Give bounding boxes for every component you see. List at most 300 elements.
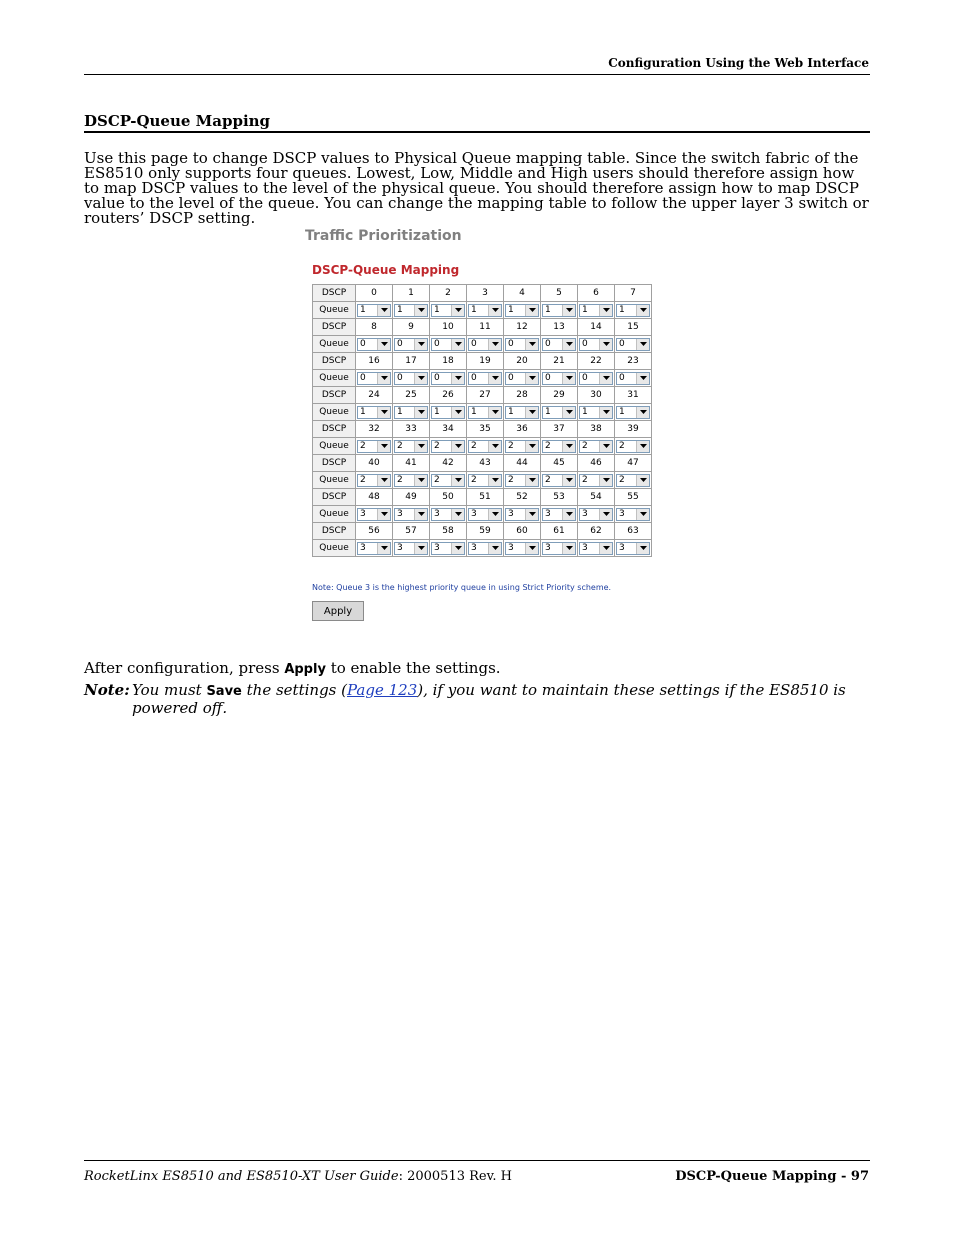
queue-row-label: Queue: [313, 506, 356, 523]
dscp-row: [313, 285, 652, 302]
queue-select[interactable]: [431, 440, 465, 453]
queue-select-value: 3: [582, 542, 588, 553]
queue-select[interactable]: [394, 508, 428, 521]
dscp-row-label: DSCP: [313, 455, 356, 472]
dscp-value-cell: 24: [356, 387, 393, 404]
dscp-row-label: DSCP: [313, 285, 356, 302]
queue-cell: [578, 438, 615, 455]
queue-cell: [430, 336, 467, 353]
queue-select-value: 1: [397, 406, 403, 417]
dscp-value-cell: 38: [578, 421, 615, 438]
dscp-value-cell: 14: [578, 319, 615, 336]
queue-cell: [541, 438, 578, 455]
dscp-value-cell: 11: [467, 319, 504, 336]
queue-select[interactable]: [616, 304, 650, 317]
queue-cell: [393, 540, 430, 557]
queue-select[interactable]: [542, 304, 576, 317]
queue-select-value: 0: [619, 338, 625, 349]
queue-select[interactable]: [616, 542, 650, 555]
queue-select[interactable]: [505, 304, 539, 317]
queue-select-value: 2: [545, 440, 551, 451]
chevron-down-icon[interactable]: [488, 441, 501, 452]
chevron-down-icon[interactable]: [488, 305, 501, 316]
queue-cell: [541, 472, 578, 489]
queue-select[interactable]: [431, 474, 465, 487]
queue-select-value: 1: [434, 406, 440, 417]
queue-select[interactable]: [616, 406, 650, 419]
queue-select[interactable]: [505, 508, 539, 521]
queue-select-value: 0: [582, 338, 588, 349]
queue-select[interactable]: [357, 304, 391, 317]
chevron-down-icon[interactable]: [562, 373, 575, 384]
chevron-down-icon[interactable]: [636, 373, 649, 384]
queue-select[interactable]: [616, 508, 650, 521]
chevron-down-icon[interactable]: [636, 305, 649, 316]
chevron-down-icon[interactable]: [451, 509, 464, 520]
chevron-down-icon[interactable]: [525, 509, 538, 520]
queue-select[interactable]: [542, 508, 576, 521]
queue-cell: [467, 438, 504, 455]
chevron-down-icon[interactable]: [451, 339, 464, 350]
queue-select[interactable]: [579, 372, 613, 385]
queue-row: [313, 302, 652, 319]
queue-row-label: Queue: [313, 472, 356, 489]
queue-cell: [504, 506, 541, 523]
queue-cell: [504, 302, 541, 319]
queue-cell: [504, 438, 541, 455]
dscp-value-cell: 2: [430, 285, 467, 302]
queue-cell: [430, 302, 467, 319]
dscp-value-cell: 27: [467, 387, 504, 404]
queue-select[interactable]: [505, 474, 539, 487]
queue-cell: [578, 302, 615, 319]
queue-select-value: 2: [619, 440, 625, 451]
queue-select[interactable]: [357, 406, 391, 419]
queue-select-value: 2: [397, 474, 403, 485]
dscp-value-cell: 1: [393, 285, 430, 302]
chevron-down-icon[interactable]: [488, 543, 501, 554]
dscp-value-cell: 46: [578, 455, 615, 472]
chevron-down-icon[interactable]: [599, 339, 612, 350]
note-part1: You must: [132, 681, 207, 699]
queue-select[interactable]: [505, 406, 539, 419]
chevron-down-icon[interactable]: [451, 305, 464, 316]
queue-select[interactable]: [616, 440, 650, 453]
chevron-down-icon[interactable]: [525, 543, 538, 554]
queue-cell: [541, 336, 578, 353]
queue-select[interactable]: [542, 372, 576, 385]
chevron-down-icon[interactable]: [636, 407, 649, 418]
queue-select[interactable]: [542, 542, 576, 555]
queue-select-value: 2: [397, 440, 403, 451]
queue-select[interactable]: [542, 474, 576, 487]
note-body: [132, 682, 874, 717]
queue-cell: [430, 370, 467, 387]
footer-page-number: DSCP-Queue Mapping - 97: [675, 1169, 869, 1184]
dscp-value-cell: 31: [615, 387, 652, 404]
dscp-value-cell: 62: [578, 523, 615, 540]
queue-cell: [356, 302, 393, 319]
queue-cell: [578, 472, 615, 489]
dscp-row: [313, 387, 652, 404]
dscp-value-cell: 3: [467, 285, 504, 302]
queue-select[interactable]: [431, 508, 465, 521]
chevron-down-icon[interactable]: [599, 475, 612, 486]
queue-select-value: 2: [545, 474, 551, 485]
chevron-down-icon[interactable]: [414, 305, 427, 316]
dscp-value-cell: 12: [504, 319, 541, 336]
queue-cell: [578, 506, 615, 523]
queue-select[interactable]: [542, 406, 576, 419]
queue-select[interactable]: [431, 372, 465, 385]
queue-cell: [430, 540, 467, 557]
chevron-down-icon[interactable]: [414, 509, 427, 520]
page-link[interactable]: Page 123: [347, 681, 418, 699]
chevron-down-icon[interactable]: [599, 509, 612, 520]
queue-select[interactable]: [616, 372, 650, 385]
queue-select-value: 1: [545, 304, 551, 315]
chevron-down-icon[interactable]: [377, 373, 390, 384]
chevron-down-icon[interactable]: [562, 543, 575, 554]
chevron-down-icon[interactable]: [562, 509, 575, 520]
ui-subtitle: DSCP-Queue Mapping: [312, 263, 460, 277]
queue-cell: [615, 370, 652, 387]
chevron-down-icon[interactable]: [451, 441, 464, 452]
queue-select[interactable]: [579, 304, 613, 317]
chevron-down-icon[interactable]: [525, 373, 538, 384]
queue-select[interactable]: [468, 372, 502, 385]
queue-select[interactable]: [579, 440, 613, 453]
chevron-down-icon[interactable]: [599, 543, 612, 554]
after-suffix: to enable the settings.: [325, 659, 501, 677]
chevron-down-icon[interactable]: [636, 509, 649, 520]
queue-select[interactable]: [505, 440, 539, 453]
queue-select[interactable]: [357, 474, 391, 487]
queue-select[interactable]: [394, 474, 428, 487]
queue-cell: [541, 302, 578, 319]
dscp-value-cell: 59: [467, 523, 504, 540]
chevron-down-icon[interactable]: [636, 475, 649, 486]
chevron-down-icon[interactable]: [488, 339, 501, 350]
queue-cell: [430, 472, 467, 489]
queue-select[interactable]: [357, 372, 391, 385]
dscp-value-cell: 51: [467, 489, 504, 506]
dscp-value-cell: 18: [430, 353, 467, 370]
footer-revision: : 2000513 Rev. H: [398, 1169, 513, 1184]
queue-select[interactable]: [357, 508, 391, 521]
queue-cell: [356, 370, 393, 387]
dscp-value-cell: 20: [504, 353, 541, 370]
queue-select-value: 1: [508, 406, 514, 417]
chevron-down-icon[interactable]: [599, 305, 612, 316]
dscp-value-cell: 7: [615, 285, 652, 302]
queue-select-value: 0: [545, 338, 551, 349]
queue-select[interactable]: [468, 338, 502, 351]
dscp-value-cell: 30: [578, 387, 615, 404]
dscp-value-cell: 42: [430, 455, 467, 472]
queue-cell: [393, 438, 430, 455]
intro-paragraph: Use this page to change DSCP values to Physical Queue mapping table. Since the switch fabric of the ES8510 only supports four queues. Lowest, Low, Middle and High users should therefore assign how to map DSCP values to the level of the physical queue. You should therefore assign how to map DSCP value to the level of the queue. You can change the mapping table to follow the upper layer 3 switch or routers’ DSCP setting.: [84, 149, 869, 227]
queue-select-value: 1: [360, 406, 366, 417]
chevron-down-icon[interactable]: [636, 543, 649, 554]
dscp-value-cell: 9: [393, 319, 430, 336]
chevron-down-icon[interactable]: [636, 441, 649, 452]
queue-select[interactable]: [616, 474, 650, 487]
chevron-down-icon[interactable]: [599, 407, 612, 418]
queue-select-value: 1: [619, 304, 625, 315]
queue-select-value: 2: [360, 474, 366, 485]
queue-cell: [541, 506, 578, 523]
queue-select[interactable]: [505, 372, 539, 385]
dscp-value-cell: 40: [356, 455, 393, 472]
queue-select[interactable]: [542, 338, 576, 351]
dscp-value-cell: 54: [578, 489, 615, 506]
queue-select-value: 3: [619, 542, 625, 553]
chevron-down-icon[interactable]: [377, 509, 390, 520]
chevron-down-icon[interactable]: [451, 407, 464, 418]
chevron-down-icon[interactable]: [377, 475, 390, 486]
queue-row-label: Queue: [313, 540, 356, 557]
queue-cell: [467, 472, 504, 489]
queue-select-value: 1: [360, 304, 366, 315]
queue-cell: [393, 370, 430, 387]
queue-cell: [467, 540, 504, 557]
chevron-down-icon[interactable]: [488, 407, 501, 418]
chevron-down-icon[interactable]: [377, 407, 390, 418]
queue-select[interactable]: [394, 406, 428, 419]
dscp-row-label: DSCP: [313, 523, 356, 540]
queue-cell: [615, 302, 652, 319]
dscp-value-cell: 28: [504, 387, 541, 404]
chevron-down-icon[interactable]: [414, 339, 427, 350]
queue-select[interactable]: [394, 372, 428, 385]
queue-select[interactable]: [468, 508, 502, 521]
queue-select-value: 3: [360, 508, 366, 519]
queue-select-value: 1: [582, 406, 588, 417]
dscp-value-cell: 37: [541, 421, 578, 438]
dscp-value-cell: 33: [393, 421, 430, 438]
dscp-value-cell: 43: [467, 455, 504, 472]
queue-select-value: 1: [545, 406, 551, 417]
queue-select-value: 0: [434, 338, 440, 349]
chevron-down-icon[interactable]: [488, 475, 501, 486]
queue-cell: [615, 404, 652, 421]
chevron-down-icon[interactable]: [488, 509, 501, 520]
queue-select[interactable]: [505, 338, 539, 351]
queue-select-value: 1: [471, 304, 477, 315]
queue-cell: [541, 404, 578, 421]
queue-select[interactable]: [431, 338, 465, 351]
queue-select[interactable]: [505, 542, 539, 555]
queue-cell: [615, 438, 652, 455]
queue-cell: [467, 404, 504, 421]
queue-cell: [615, 506, 652, 523]
queue-select-value: 3: [582, 508, 588, 519]
after-apply-word: Apply: [284, 662, 326, 677]
queue-cell: [541, 370, 578, 387]
header-rule: [84, 74, 870, 75]
queue-cell: [541, 540, 578, 557]
queue-select-value: 1: [434, 304, 440, 315]
queue-select-value: 0: [434, 372, 440, 383]
dscp-value-cell: 17: [393, 353, 430, 370]
dscp-value-cell: 10: [430, 319, 467, 336]
queue-cell: [393, 472, 430, 489]
queue-select-value: 2: [434, 440, 440, 451]
chevron-down-icon[interactable]: [599, 373, 612, 384]
queue-cell: [393, 506, 430, 523]
note-part2: the settings (: [241, 681, 347, 699]
chevron-down-icon[interactable]: [636, 339, 649, 350]
chevron-down-icon[interactable]: [414, 475, 427, 486]
queue-select[interactable]: [394, 304, 428, 317]
chevron-down-icon[interactable]: [488, 373, 501, 384]
chevron-down-icon[interactable]: [562, 339, 575, 350]
queue-select[interactable]: [468, 304, 502, 317]
dscp-value-cell: 21: [541, 353, 578, 370]
queue-cell: [578, 404, 615, 421]
dscp-value-cell: 32: [356, 421, 393, 438]
queue-cell: [578, 540, 615, 557]
queue-select-value: 0: [360, 338, 366, 349]
queue-select[interactable]: [579, 508, 613, 521]
queue-select[interactable]: [468, 542, 502, 555]
queue-select-value: 0: [619, 372, 625, 383]
queue-select[interactable]: [394, 542, 428, 555]
queue-select[interactable]: [579, 406, 613, 419]
queue-select[interactable]: [542, 440, 576, 453]
apply-button[interactable]: Apply: [312, 601, 364, 621]
footer-guide-title: RocketLinx ES8510 and ES8510-XT User Guide: [84, 1169, 399, 1184]
dscp-value-cell: 8: [356, 319, 393, 336]
chevron-down-icon[interactable]: [414, 407, 427, 418]
queue-select-value: 3: [545, 508, 551, 519]
dscp-value-cell: 13: [541, 319, 578, 336]
chevron-down-icon[interactable]: [525, 475, 538, 486]
chevron-down-icon[interactable]: [451, 373, 464, 384]
dscp-value-cell: 58: [430, 523, 467, 540]
chevron-down-icon[interactable]: [414, 543, 427, 554]
chevron-down-icon[interactable]: [599, 441, 612, 452]
chevron-down-icon[interactable]: [377, 305, 390, 316]
chevron-down-icon[interactable]: [525, 441, 538, 452]
queue-select[interactable]: [431, 304, 465, 317]
queue-select[interactable]: [579, 338, 613, 351]
queue-select[interactable]: [431, 542, 465, 555]
queue-cell: [504, 540, 541, 557]
queue-cell: [430, 404, 467, 421]
queue-cell: [356, 438, 393, 455]
dscp-value-cell: 50: [430, 489, 467, 506]
queue-select-value: 2: [619, 474, 625, 485]
queue-select-value: 3: [434, 542, 440, 553]
chevron-down-icon[interactable]: [377, 441, 390, 452]
queue-select[interactable]: [468, 474, 502, 487]
dscp-value-cell: 53: [541, 489, 578, 506]
dscp-value-cell: 15: [615, 319, 652, 336]
queue-select[interactable]: [394, 440, 428, 453]
queue-cell: [504, 336, 541, 353]
dscp-row-label: DSCP: [313, 489, 356, 506]
chevron-down-icon[interactable]: [562, 475, 575, 486]
chevron-down-icon[interactable]: [562, 441, 575, 452]
queue-row: [313, 336, 652, 353]
dscp-row: [313, 319, 652, 336]
dscp-value-cell: 39: [615, 421, 652, 438]
queue-select-value: 0: [397, 338, 403, 349]
queue-select[interactable]: [357, 542, 391, 555]
queue-cell: [578, 336, 615, 353]
queue-select[interactable]: [394, 338, 428, 351]
chevron-down-icon[interactable]: [414, 373, 427, 384]
queue-row-label: Queue: [313, 370, 356, 387]
queue-select[interactable]: [357, 440, 391, 453]
queue-cell: [356, 336, 393, 353]
queue-select-value: 0: [582, 372, 588, 383]
dscp-row: [313, 353, 652, 370]
web-ui-screenshot: [300, 226, 660, 626]
note-part3: ), if you want to maintain these settings if the ES8510 is powered off.: [132, 681, 846, 717]
queue-select-value: 1: [619, 406, 625, 417]
chevron-down-icon[interactable]: [525, 407, 538, 418]
chevron-down-icon[interactable]: [377, 339, 390, 350]
queue-select[interactable]: [468, 440, 502, 453]
chevron-down-icon[interactable]: [525, 305, 538, 316]
note-label: Note:: [84, 681, 130, 699]
chevron-down-icon[interactable]: [525, 339, 538, 350]
queue-select-value: 2: [434, 474, 440, 485]
queue-row-label: Queue: [313, 336, 356, 353]
priority-note: Note: Queue 3 is the highest priority queue in using Strict Priority scheme.: [312, 583, 612, 592]
queue-select-value: 1: [508, 304, 514, 315]
queue-select-value: 0: [471, 338, 477, 349]
chevron-down-icon[interactable]: [451, 475, 464, 486]
queue-cell: [430, 506, 467, 523]
dscp-row: [313, 421, 652, 438]
queue-select[interactable]: [431, 406, 465, 419]
chevron-down-icon[interactable]: [451, 543, 464, 554]
queue-cell: [467, 370, 504, 387]
chevron-down-icon[interactable]: [377, 543, 390, 554]
queue-select-value: 3: [508, 508, 514, 519]
queue-cell: [430, 438, 467, 455]
queue-row: [313, 506, 652, 523]
queue-select[interactable]: [616, 338, 650, 351]
queue-select[interactable]: [468, 406, 502, 419]
dscp-queue-table: [312, 284, 652, 557]
dscp-row-label: DSCP: [313, 387, 356, 404]
queue-select-value: 3: [508, 542, 514, 553]
after-prefix: After configuration, press: [84, 659, 285, 677]
dscp-value-cell: 5: [541, 285, 578, 302]
queue-select[interactable]: [579, 474, 613, 487]
dscp-value-cell: 4: [504, 285, 541, 302]
queue-select-value: 2: [582, 474, 588, 485]
dscp-value-cell: 23: [615, 353, 652, 370]
queue-select-value: 0: [508, 372, 514, 383]
queue-row-label: Queue: [313, 404, 356, 421]
dscp-value-cell: 35: [467, 421, 504, 438]
dscp-row: [313, 523, 652, 540]
chevron-down-icon[interactable]: [562, 407, 575, 418]
queue-select[interactable]: [579, 542, 613, 555]
chevron-down-icon[interactable]: [562, 305, 575, 316]
chevron-down-icon[interactable]: [414, 441, 427, 452]
queue-row: [313, 540, 652, 557]
queue-select-value: 2: [471, 474, 477, 485]
queue-cell: [504, 404, 541, 421]
queue-select[interactable]: [357, 338, 391, 351]
